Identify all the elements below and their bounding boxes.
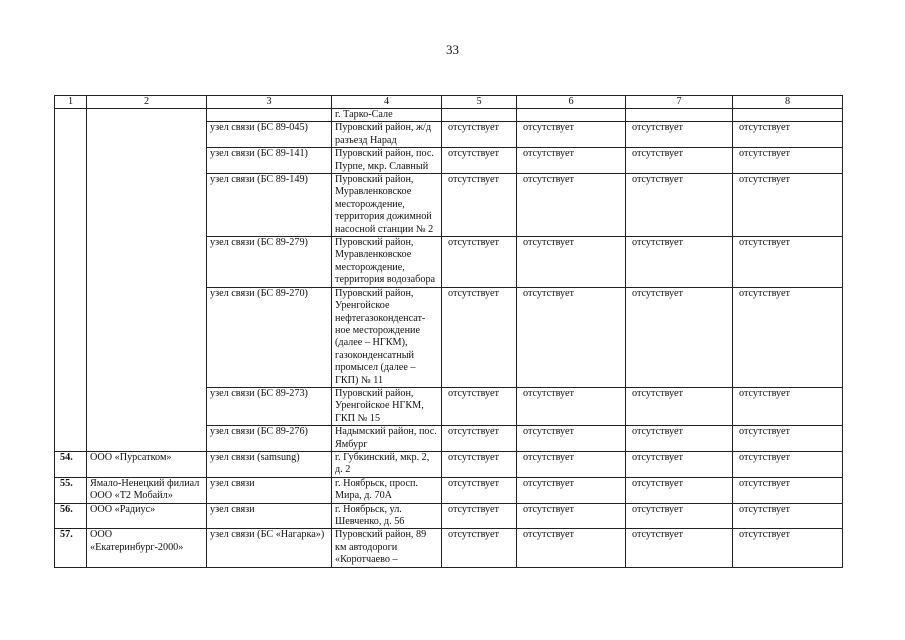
- table-row: [55, 503, 843, 529]
- col7-cell: отсутствует: [626, 287, 733, 387]
- col6-cell: отсутствует: [517, 529, 626, 567]
- col6-cell: отсутствует: [517, 148, 626, 174]
- col7-cell: отсутствует: [626, 174, 733, 237]
- col6-cell: [517, 109, 626, 122]
- node-cell: [207, 109, 332, 122]
- org-cell: [87, 109, 207, 452]
- col5-cell: отсутствует: [442, 287, 517, 387]
- col5-cell: отсутствует: [442, 477, 517, 503]
- col5-cell: отсутствует: [442, 503, 517, 529]
- table-row: [55, 529, 843, 567]
- col7-cell: отсутствует: [626, 387, 733, 425]
- table-row: [55, 477, 843, 503]
- col7-cell: отсутствует: [626, 529, 733, 567]
- col7-cell: отсутствует: [626, 237, 733, 288]
- col7-cell: отсутствует: [626, 451, 733, 477]
- page-number: 33: [446, 42, 459, 57]
- table-row: [55, 109, 843, 122]
- col7-cell: отсутствует: [626, 148, 733, 174]
- col7-cell: отсутствует: [626, 503, 733, 529]
- col8-cell: [733, 109, 843, 122]
- node-cell: узел связи (БС 89-149): [207, 174, 332, 237]
- org-cell: ООО «Радиус»: [87, 503, 207, 529]
- col8-cell: отсутствует: [733, 237, 843, 288]
- col8-cell: отсутствует: [733, 451, 843, 477]
- col5-cell: отсутствует: [442, 451, 517, 477]
- header-row: [55, 96, 843, 109]
- address-cell: Пуровский район, 89 км автодороги «Коротчаево –: [332, 529, 442, 567]
- node-cell: узел связи: [207, 477, 332, 503]
- col5-cell: отсутствует: [442, 122, 517, 148]
- row-number: 55.: [55, 477, 87, 503]
- header-cell: 8: [733, 96, 843, 109]
- col6-cell: отсутствует: [517, 451, 626, 477]
- address-cell: г. Ноябрьск, просп. Мира, д. 70А: [332, 477, 442, 503]
- col8-cell: отсутствует: [733, 503, 843, 529]
- col8-cell: отсутствует: [733, 122, 843, 148]
- col8-cell: отсутствует: [733, 148, 843, 174]
- col6-cell: отсутствует: [517, 237, 626, 288]
- col8-cell: отсутствует: [733, 174, 843, 237]
- node-cell: узел связи (БС 89-276): [207, 426, 332, 452]
- org-cell: Ямало-Ненецкий филиал ООО «Т2 Мобайл»: [87, 477, 207, 503]
- col7-cell: отсутствует: [626, 122, 733, 148]
- col6-cell: отсутствует: [517, 503, 626, 529]
- col5-cell: [442, 109, 517, 122]
- node-cell: узел связи (БС 89-270): [207, 287, 332, 387]
- col5-cell: отсутствует: [442, 426, 517, 452]
- address-cell: Пуровский район, пос. Пурпе, мкр. Славный: [332, 148, 442, 174]
- col5-cell: отсутствует: [442, 387, 517, 425]
- node-cell: узел связи (БС 89-279): [207, 237, 332, 288]
- node-cell: узел связи (БС «Нагарка»): [207, 529, 332, 567]
- data-table: [54, 95, 843, 568]
- address-cell: г. Губкинский, мкр. 2, д. 2: [332, 451, 442, 477]
- row-number: 56.: [55, 503, 87, 529]
- col8-cell: отсутствует: [733, 529, 843, 567]
- row-number: 57.: [55, 529, 87, 567]
- col7-cell: отсутствует: [626, 477, 733, 503]
- col8-cell: отсутствует: [733, 287, 843, 387]
- col7-cell: [626, 109, 733, 122]
- row-number: 54.: [55, 451, 87, 477]
- node-cell: узел связи (samsung): [207, 451, 332, 477]
- col8-cell: отсутствует: [733, 477, 843, 503]
- header-cell: 2: [87, 96, 207, 109]
- node-cell: узел связи: [207, 503, 332, 529]
- col8-cell: отсутствует: [733, 426, 843, 452]
- col5-cell: отсутствует: [442, 148, 517, 174]
- org-cell: ООО «Пурсатком»: [87, 451, 207, 477]
- col6-cell: отсутствует: [517, 287, 626, 387]
- col8-cell: отсутствует: [733, 387, 843, 425]
- node-cell: узел связи (БС 89-273): [207, 387, 332, 425]
- col5-cell: отсутствует: [442, 237, 517, 288]
- address-cell: Пуровский район, Уренгойское НГКМ, ГКП № 15: [332, 387, 442, 425]
- col7-cell: отсутствует: [626, 426, 733, 452]
- address-cell: Пуровский район, Муравленковское месторождение, территория водозабора: [332, 237, 442, 288]
- org-cell: ООО «Екатеринбург-2000»: [87, 529, 207, 567]
- header-cell: 4: [332, 96, 442, 109]
- header-cell: 1: [55, 96, 87, 109]
- address-cell: Пуровский район, ж/д разъезд Нарад: [332, 122, 442, 148]
- node-cell: узел связи (БС 89-045): [207, 122, 332, 148]
- col6-cell: отсутствует: [517, 477, 626, 503]
- header-cell: 3: [207, 96, 332, 109]
- address-cell: Пуровский район, Уренгойское нефтегазоконденсат-ное месторождение (далее – НГКМ), газоконденсатный промысел (далее – ГКП) № 11: [332, 287, 442, 387]
- table-row: [55, 451, 843, 477]
- col5-cell: отсутствует: [442, 529, 517, 567]
- node-cell: узел связи (БС 89-141): [207, 148, 332, 174]
- address-cell: г. Ноябрьск, ул. Шевченко, д. 56: [332, 503, 442, 529]
- address-cell: Надымский район, пос. Ямбург: [332, 426, 442, 452]
- header-cell: 6: [517, 96, 626, 109]
- col5-cell: отсутствует: [442, 174, 517, 237]
- col6-cell: отсутствует: [517, 122, 626, 148]
- header-cell: 7: [626, 96, 733, 109]
- address-cell: Пуровский район, Муравленковское месторождение, территория дожимной насосной станции № 2: [332, 174, 442, 237]
- address-cell: г. Тарко-Сале: [332, 109, 442, 122]
- col6-cell: отсутствует: [517, 426, 626, 452]
- col6-cell: отсутствует: [517, 387, 626, 425]
- row-number: [55, 109, 87, 452]
- header-cell: 5: [442, 96, 517, 109]
- col6-cell: отсутствует: [517, 174, 626, 237]
